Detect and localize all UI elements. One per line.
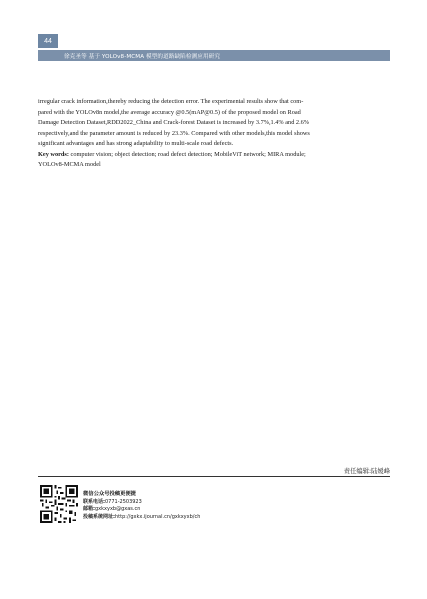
keywords-continued: YOLOv8-MCMA model bbox=[38, 161, 101, 168]
phone-value: 0771-2503923 bbox=[105, 498, 142, 505]
abstract-body bbox=[38, 97, 390, 171]
abstract-line: irregular crack information,thereby reducing the detection error. The experimental results show that com- bbox=[38, 98, 304, 105]
page-number: 44 bbox=[38, 34, 58, 48]
phone-label: 联系电话: bbox=[83, 498, 105, 505]
responsible-editor: 责任编辑:陆媛峰 bbox=[343, 468, 390, 475]
email-line bbox=[83, 506, 200, 514]
wechat-heading: 微信公众号投稿更便捷 bbox=[83, 491, 136, 497]
keywords bbox=[38, 150, 390, 161]
abstract-line: pared with the YOLOv8n model,the average accuracy @0.5(mAP@0.5) of the proposed model on Road bbox=[38, 108, 301, 116]
email-label: 邮箱: bbox=[83, 506, 95, 513]
running-head: 徐克圣等 基于 YOLOv8-MCMA 模型的道路缺陷检测应用研究 bbox=[64, 53, 221, 60]
abstract-line: respectively,and the parameter amount is reduced by 23.3%. Compared with other models,this model shows bbox=[38, 129, 310, 137]
editor-rule bbox=[38, 466, 390, 477]
contact-info bbox=[83, 491, 200, 521]
site-link[interactable]: http://gxkx.ijournal.cn/gxkxyxb/ch bbox=[115, 513, 201, 520]
keywords-text: computer vision; object detection; road defect detection; MobileViT network; MIRA module; bbox=[70, 150, 306, 158]
site-line bbox=[83, 514, 200, 522]
running-header-bar bbox=[38, 50, 390, 61]
abstract-line: significant advantages and has strong adaptability to multi-scale road defects. bbox=[38, 140, 234, 147]
keywords-label: Key words: bbox=[38, 150, 69, 158]
abstract-line: Damage Detection Dataset,RDD2022_China and Crack-forest Dataset is increased by 3.7%,1.4% and 2.6% bbox=[38, 119, 310, 126]
email-value[interactable]: gxkxyxb@gxas.cn bbox=[95, 506, 141, 513]
qr-code-icon bbox=[40, 485, 78, 523]
site-label: 投稿系统网址: bbox=[83, 513, 116, 520]
